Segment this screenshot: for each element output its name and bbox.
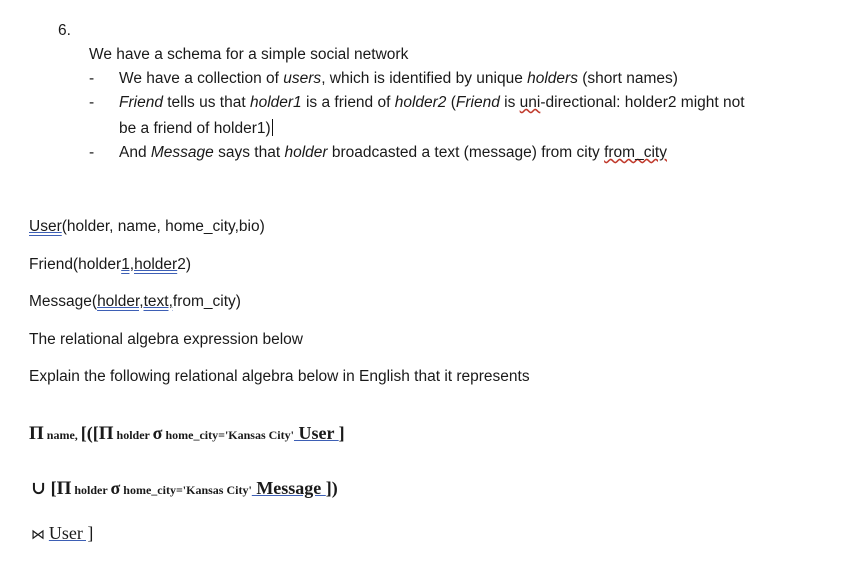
- bullet-friend-continuation: be a friend of holder1): [119, 120, 271, 137]
- projection-symbol: Π: [29, 423, 44, 444]
- schema-user: User(holder, name, home_city,bio): [29, 218, 265, 235]
- text-cursor: [272, 119, 273, 136]
- question-number: 6.: [58, 22, 71, 39]
- bullet-text: Friend tells us that holder1 is a friend of holder2 (Friend is uni-directional: holder2 might not: [119, 94, 745, 111]
- schema-friend: Friend(holder1,holder2): [29, 256, 191, 273]
- relation-message: Message: [251, 478, 326, 498]
- bullet-text: And Message says that holder broadcasted a text (message) from city from_city: [119, 144, 667, 161]
- union-symbol: ∪: [31, 478, 47, 498]
- selection-symbol: σ: [110, 478, 121, 498]
- join-symbol: ⋈: [31, 528, 45, 543]
- projection-symbol: Π: [56, 478, 72, 499]
- ra-line-2: ∪ [Π holder σ home_city='Kansas City' Message ]): [31, 478, 338, 499]
- relation-user: User ]: [48, 523, 94, 543]
- paragraph-expression: The relational algebra expression below: [29, 331, 303, 348]
- ra-line-1: Π name, [([Π holder σ home_city='Kansas City' User ]: [29, 423, 345, 444]
- bullet-dash: -: [89, 144, 95, 161]
- projection-symbol: Π: [98, 423, 114, 444]
- schema-message: Message(holder,text,from_city): [29, 293, 241, 310]
- bullet-dash: -: [89, 94, 95, 111]
- bullet-text: We have a collection of users, which is identified by unique holders (short names): [119, 70, 678, 87]
- bullet-dash: -: [89, 70, 95, 87]
- relation-user: User: [293, 423, 339, 443]
- paragraph-explain: Explain the following relational algebra below in English that it represents: [29, 368, 530, 385]
- intro-text: We have a schema for a simple social network: [89, 46, 409, 63]
- selection-symbol: σ: [152, 423, 163, 443]
- ra-line-3: [31, 523, 93, 544]
